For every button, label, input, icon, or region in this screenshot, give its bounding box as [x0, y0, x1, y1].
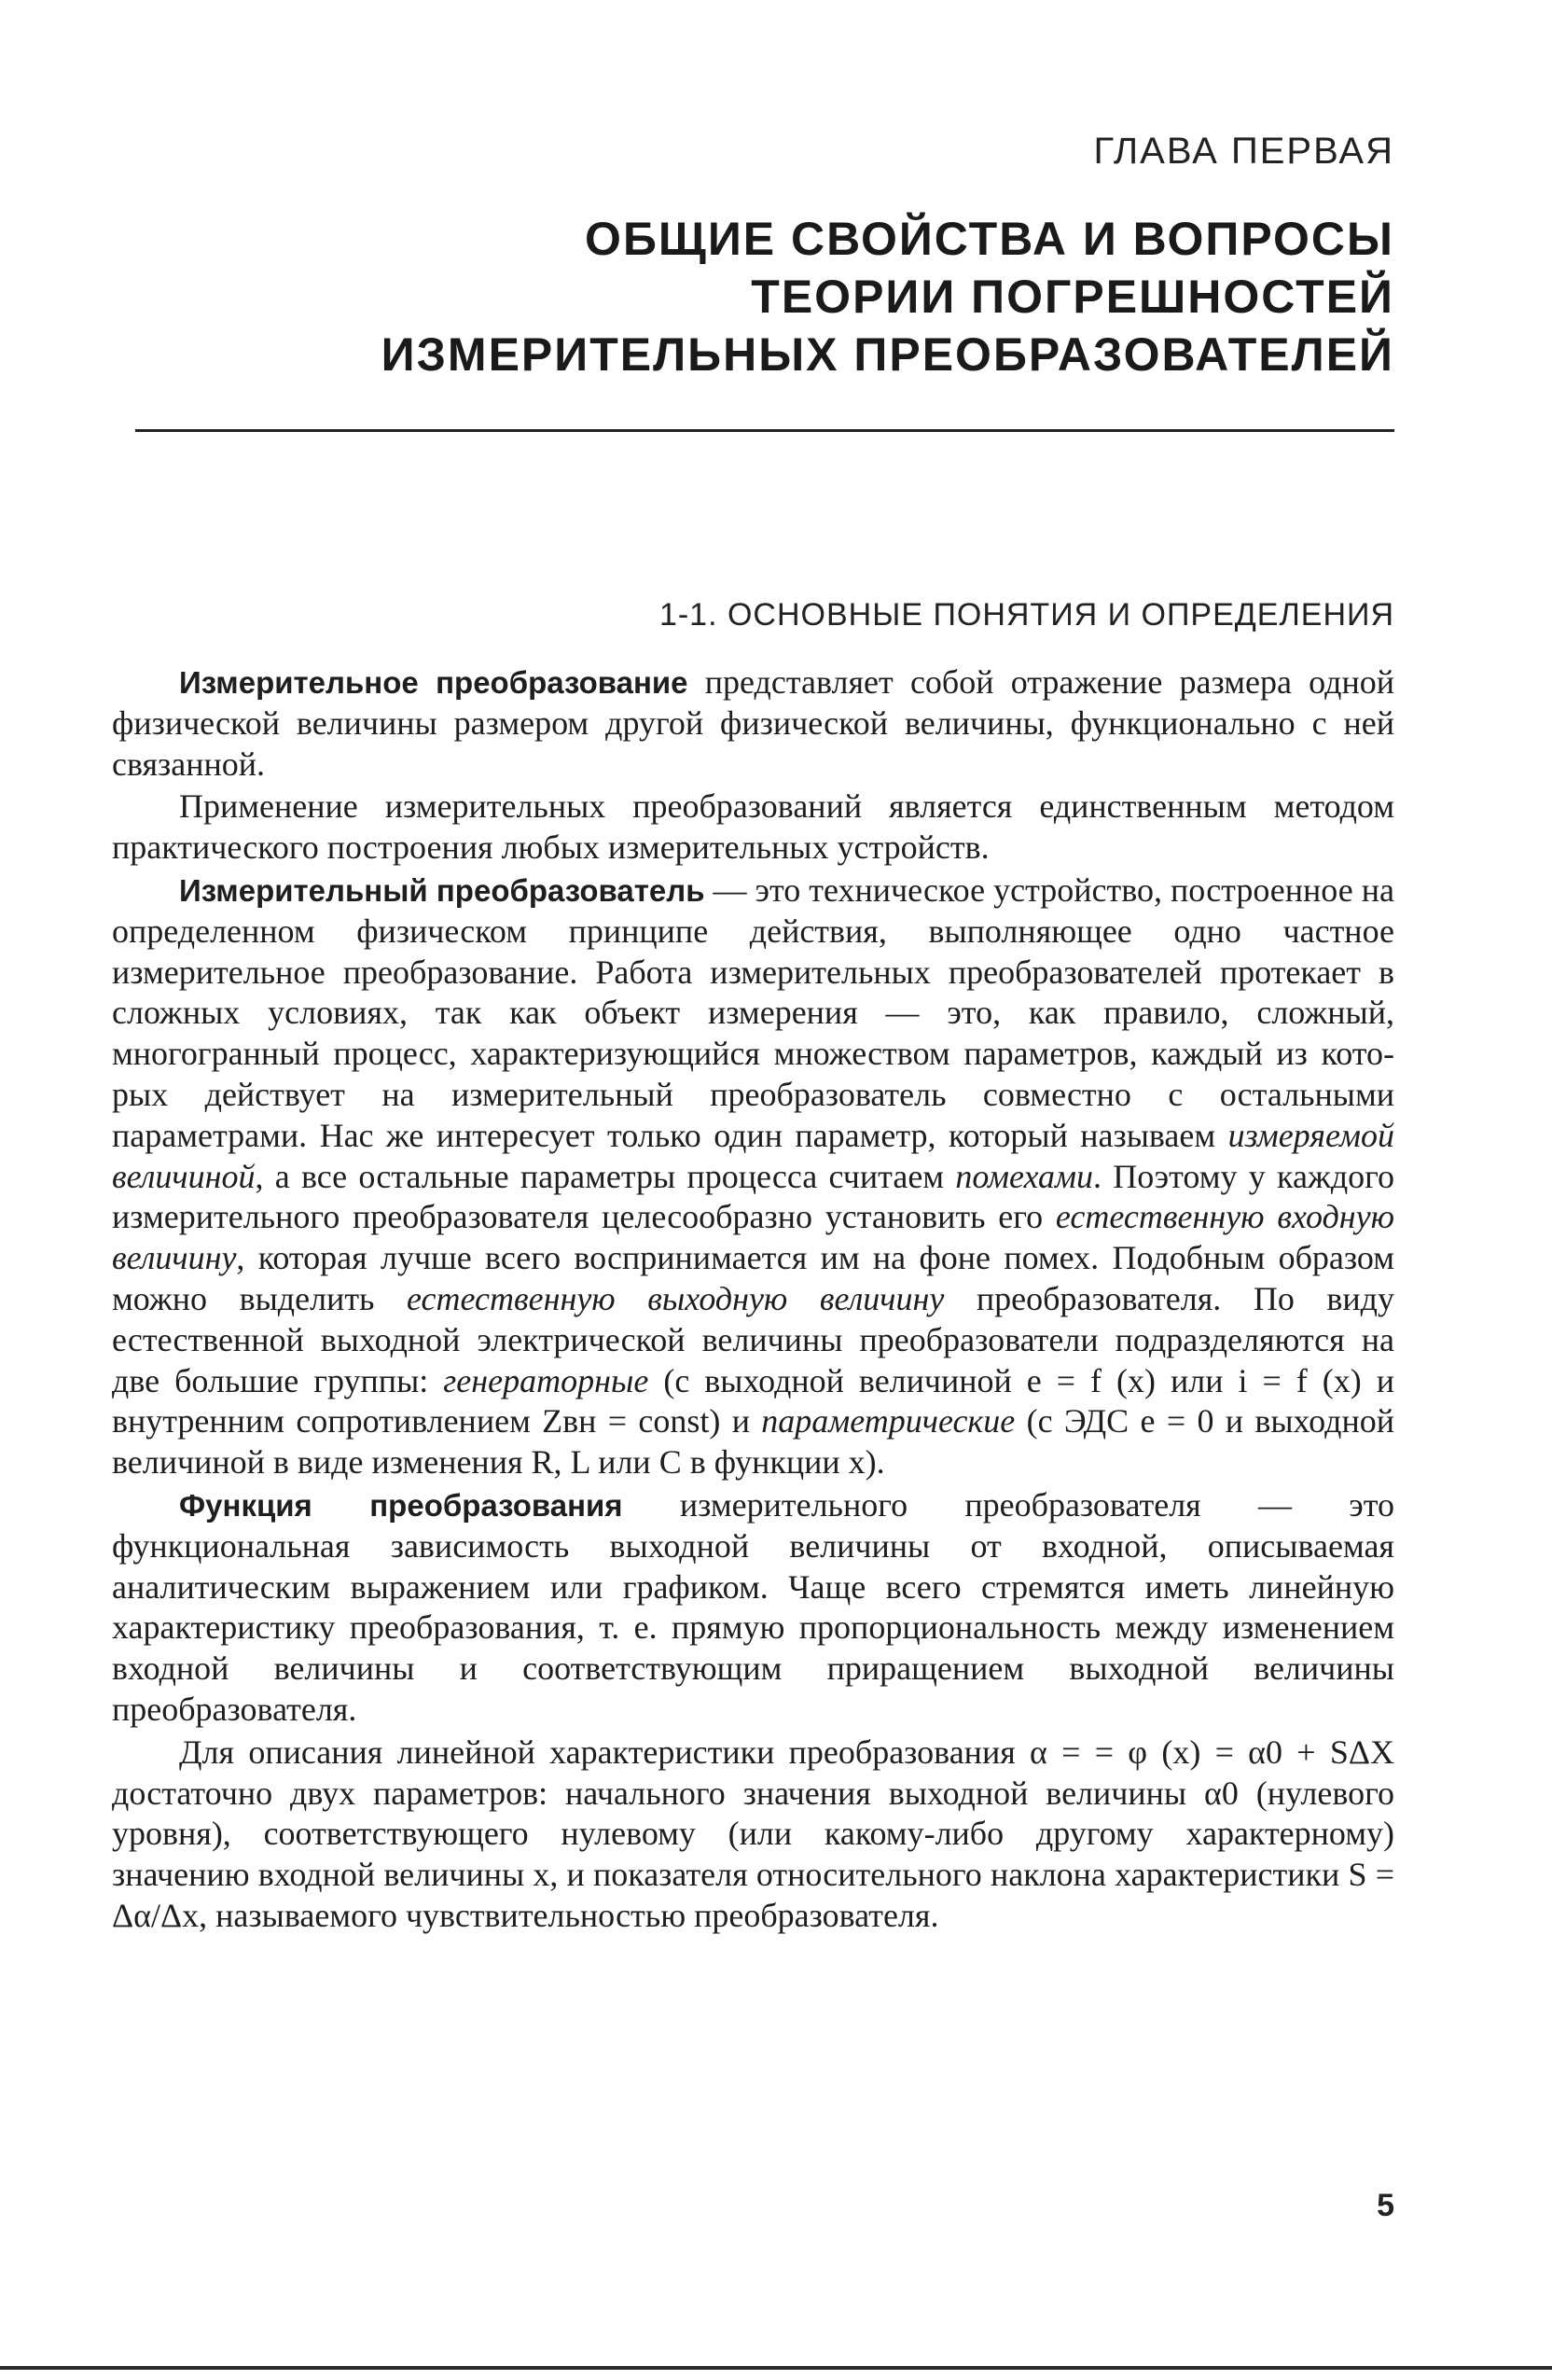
- chapter-title-line: ТЕОРИИ ПОГРЕШНОСТЕЙ: [751, 271, 1394, 323]
- term-transfer-function: Функция преобразования: [179, 1487, 623, 1523]
- italic-term: естественную входную величину: [112, 1198, 1394, 1277]
- paragraph-3: Измерительный преобразователь — это техническое устройство, построенное на определенном физическом принципе действия, выполняющее одно частное измерительное преобразование. Работа измерительных преобразователей протекает в сложных условиях, так как объект измерения — это, как правило, сложный, многогранный процесс, характеризующийся множеством параметров, каждый из которых действует на измерительный преобразователь совместно с остальными параметрами. Нас же интересует только один параметр, который называем измеряемой величиной, а все остальные параметры процесса считаем помехами. Поэтому у каждого измерительного преобразователя целесообразно установить его естественную входную величину, которая лучше всего воспринимается им на фоне помех. Подобным образом можно выделить естественную выходную величину преобразователя. По виду естественной выходной электрической величины преобразователи подразделяются на две большие группы: генераторные (с выходной величиной e = f (x) или i = f (x) и внутренним сопротивлением Zвн = const) и параметрические (с ЭДС e = 0 и выходной величиной в виде изменения R, L или C в функции x).: [112, 870, 1394, 1482]
- italic-term: генераторные: [443, 1361, 649, 1399]
- paragraph-1: Измерительное преобразование представляет собой отражение размера одной физической величины размером другой физической величины, функционально с ней связанной.: [112, 663, 1394, 783]
- italic-term: естественную выходную величину: [407, 1279, 945, 1317]
- chapter-title: [381, 210, 1394, 383]
- chapter-divider: [135, 429, 1394, 432]
- term-measurement-transformation: Измерительное преобразование: [179, 665, 688, 700]
- book-page: [112, 0, 1394, 2380]
- paragraph-5: Для описания линейной характеристики преобразования α = = φ (x) = α0 + SΔX достаточно двух параметров: начального значения выходной величины α0 (нулевого уровня), соответствующего нулевому (или какому-либо другому характерному) значению входной величины x, и показателя относительного наклона характеристики S = Δα/Δx, называемого чувствительностью преобразователя.: [112, 1733, 1394, 1934]
- italic-term: параметрические: [761, 1402, 1016, 1441]
- chapter-label: ГЛАВА ПЕРВАЯ: [1093, 131, 1394, 172]
- section-title: 1-1. ОСНОВНЫЕ ПОНЯТИЯ И ОПРЕДЕЛЕНИЯ: [658, 597, 1394, 633]
- body-text: [112, 662, 1394, 1939]
- italic-term: измеряемой величиной: [112, 1116, 1394, 1195]
- chapter-title-line: ОБЩИЕ СВОЙСТВА И ВОПРОСЫ: [585, 213, 1394, 265]
- page-number: 5: [1377, 2188, 1394, 2223]
- scan-edge-line: [0, 2366, 1552, 2370]
- paragraph-2: Применение измерительных преобразований является единственным методом практического построения любых измерительных устройств.: [112, 787, 1394, 867]
- italic-term: помехами: [955, 1157, 1093, 1195]
- chapter-title-line: ИЗМЕРИТЕЛЬНЫХ ПРЕОБРАЗОВАТЕЛЕЙ: [381, 328, 1394, 381]
- term-measurement-transducer: Измерительный преобразователь: [179, 872, 705, 908]
- paragraph-4: Функция преобразования измерительного преобразователя — это функциональная зависимость выходной величины от входной, описываемая аналитическим выражением или графиком. Чаще всего стремятся иметь линейную характеристику преобразования, т. е. прямую пропорциональность между изменением входной величины и соответствующим приращением выходной величины преобразователя.: [112, 1485, 1395, 1728]
